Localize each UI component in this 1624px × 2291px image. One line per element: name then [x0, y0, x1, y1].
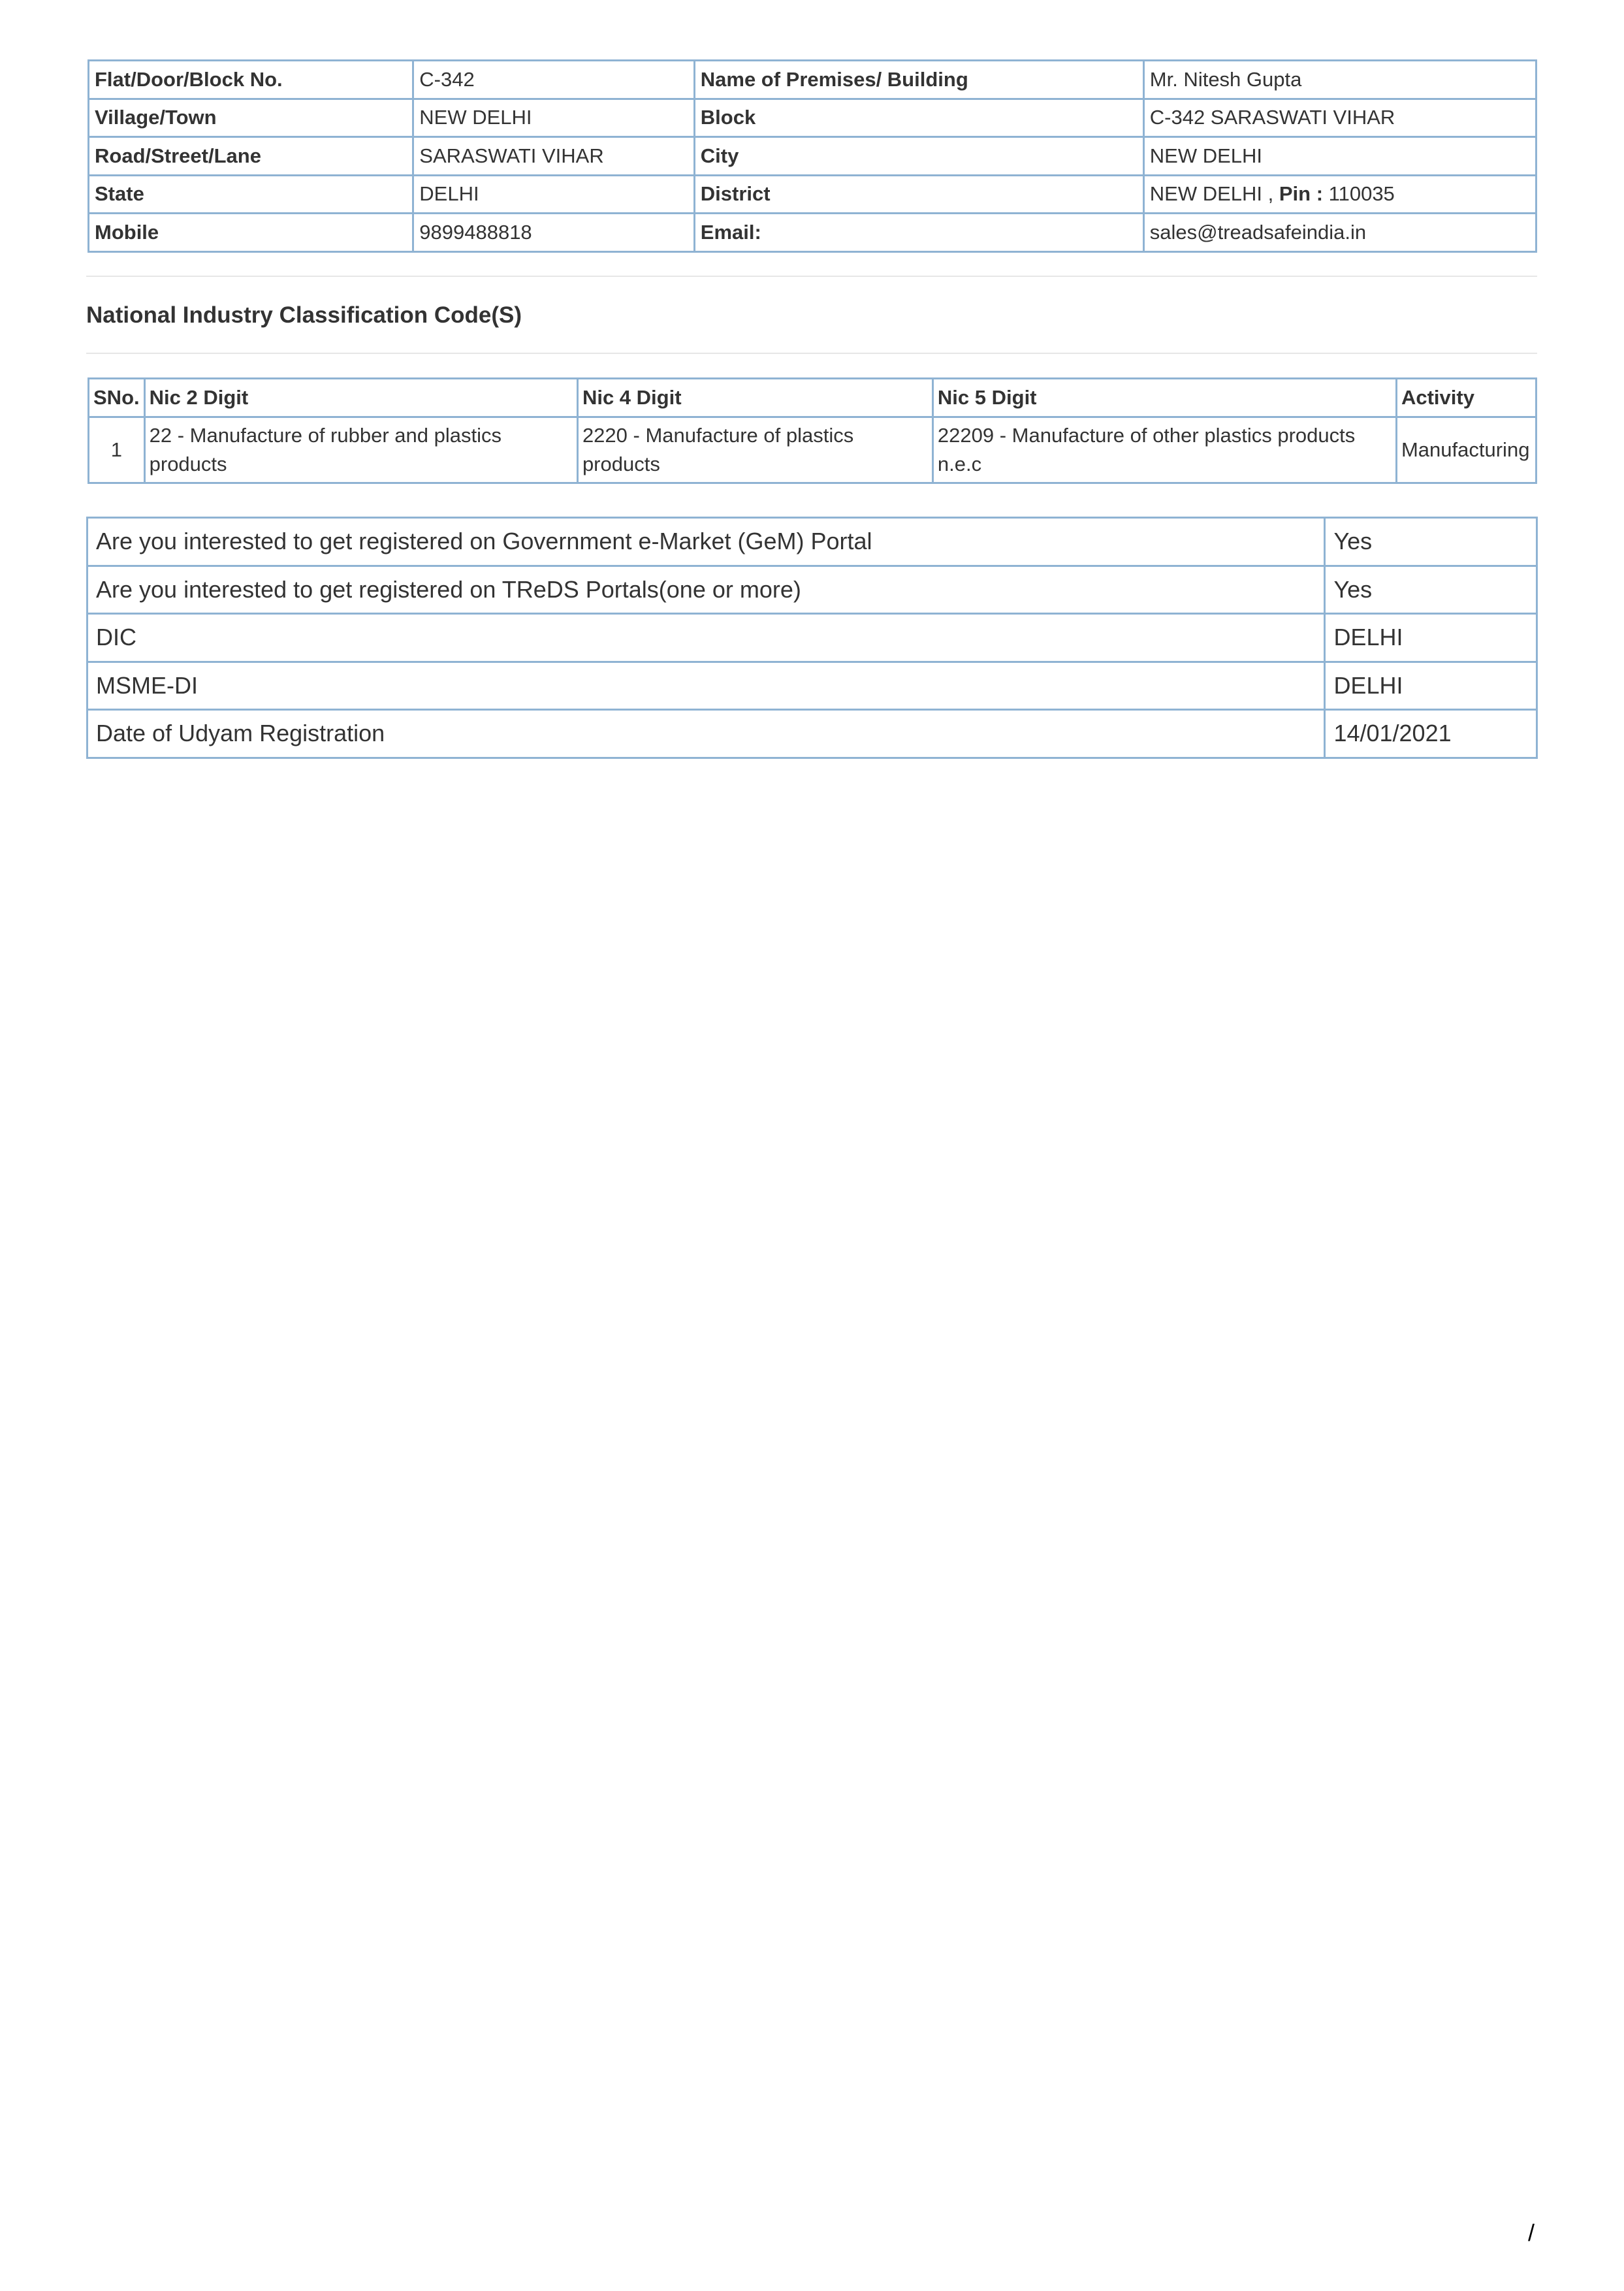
table-row [88, 710, 1537, 758]
block-label: Block [694, 99, 1143, 137]
registration-info-table [86, 517, 1538, 759]
treds-answer: Yes [1325, 566, 1537, 614]
msme-di-value: DELHI [1325, 662, 1537, 710]
premises-value: Mr. Nitesh Gupta [1143, 61, 1536, 99]
dic-value: DELHI [1325, 614, 1537, 662]
pin-label: Pin : [1279, 182, 1324, 206]
table-row [89, 99, 1536, 137]
treds-question: Are you interested to get registered on TReDS Portals(one or more) [88, 566, 1325, 614]
state-label: State [89, 175, 413, 214]
district-cell [1143, 175, 1536, 214]
table-row [89, 61, 1536, 99]
nic5-header: Nic 5 Digit [932, 379, 1396, 417]
nic2-cell: 22 - Manufacture of rubber and plastics products [144, 417, 577, 483]
address-table [88, 59, 1537, 253]
city-label: City [694, 137, 1143, 176]
table-row [88, 518, 1537, 566]
road-label: Road/Street/Lane [89, 137, 413, 176]
divider [86, 353, 1537, 354]
table-row [89, 137, 1536, 176]
page-number-marker: / [1528, 2219, 1535, 2246]
table-header-row [89, 379, 1536, 417]
nic-section-heading: National Industry Classification Code(S) [86, 302, 522, 328]
district-value: NEW DELHI , [1149, 182, 1274, 206]
state-value: DELHI [413, 175, 695, 214]
divider [86, 276, 1537, 277]
table-row [88, 614, 1537, 662]
nic4-cell: 2220 - Manufacture of plastics products [577, 417, 932, 483]
district-label: District [694, 175, 1143, 214]
table-row [89, 214, 1536, 252]
mobile-value: 9899488818 [413, 214, 695, 252]
city-value: NEW DELHI [1143, 137, 1536, 176]
block-value: C-342 SARASWATI VIHAR [1143, 99, 1536, 137]
udyam-date-value: 14/01/2021 [1325, 710, 1537, 758]
nic4-header: Nic 4 Digit [577, 379, 932, 417]
village-value: NEW DELHI [413, 99, 695, 137]
activity-cell: Manufacturing [1396, 417, 1536, 483]
mobile-label: Mobile [89, 214, 413, 252]
pin-value: 110035 [1328, 182, 1395, 206]
email-label: Email: [694, 214, 1143, 252]
table-row [89, 175, 1536, 214]
dic-label: DIC [88, 614, 1325, 662]
premises-label: Name of Premises/ Building [694, 61, 1143, 99]
udyam-date-label: Date of Udyam Registration [88, 710, 1325, 758]
road-value: SARASWATI VIHAR [413, 137, 695, 176]
email-value: sales@treadsafeindia.in [1143, 214, 1536, 252]
village-label: Village/Town [89, 99, 413, 137]
table-row [88, 566, 1537, 614]
flat-door-label: Flat/Door/Block No. [89, 61, 413, 99]
table-row [88, 662, 1537, 710]
gem-question: Are you interested to get registered on Government e-Market (GeM) Portal [88, 518, 1325, 566]
flat-door-value: C-342 [413, 61, 695, 99]
sno-cell: 1 [89, 417, 145, 483]
gem-answer: Yes [1325, 518, 1537, 566]
msme-di-label: MSME-DI [88, 662, 1325, 710]
activity-header: Activity [1396, 379, 1536, 417]
nic-table [88, 377, 1537, 484]
nic5-cell: 22209 - Manufacture of other plastics products n.e.c [932, 417, 1396, 483]
table-row [89, 417, 1536, 483]
sno-header: SNo. [89, 379, 145, 417]
nic2-header: Nic 2 Digit [144, 379, 577, 417]
